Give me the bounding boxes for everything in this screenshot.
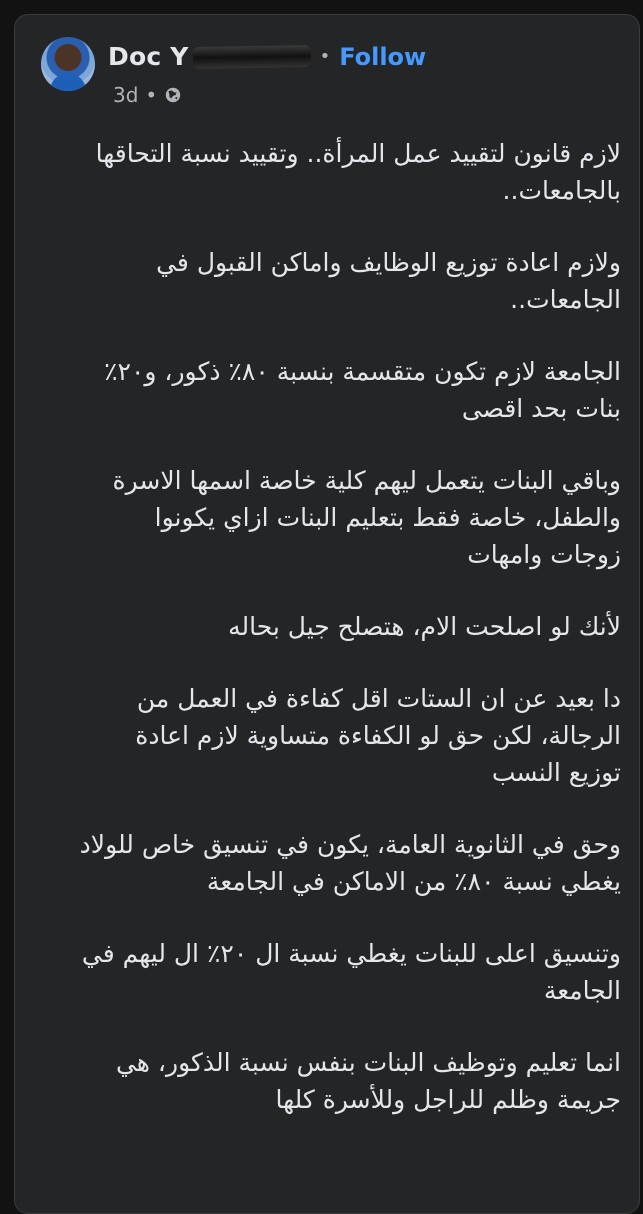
post-content: [79, 135, 621, 1153]
avatar-figure: [50, 73, 86, 91]
post-card: [14, 14, 640, 1214]
post-meta: [113, 83, 182, 107]
meta-separator: •: [145, 83, 158, 107]
post-paragraph-2: ولازم اعادة توزيع الوظايف واماكن القبول في الجامعات..: [156, 248, 621, 314]
post-paragraph-3: الجامعة لازم تكون متقسمة بنسبة ٨٠٪ ذكور، و٢٠٪ بنات بحد اقصى: [104, 357, 621, 423]
post-paragraph-5: لأنك لو اصلحت الام، هتصلح جيل بحاله: [228, 612, 621, 641]
avatar[interactable]: [41, 37, 95, 91]
post-paragraph-6: دا بعيد عن ان الستات اقل كفاءة في العمل من الرجالة، لكن حق لو الكفاءة متساوية لازم اعادة توزيع النسب: [135, 684, 621, 787]
post-header: [41, 37, 619, 107]
follow-button[interactable]: Follow: [339, 42, 427, 71]
redaction-mark: [192, 44, 310, 68]
post-paragraph-8: وتنسيق اعلى للبنات يغطي نسبة ال ٢٠٪ ال ليهم في الجامعة: [81, 939, 621, 1005]
globe-icon[interactable]: [164, 86, 182, 104]
name-separator: •: [319, 46, 331, 67]
post-time[interactable]: 3d: [113, 83, 139, 107]
post-paragraph-1: لازم قانون لتقييد عمل المرأة.. وتقييد نسبة التحاقها بالجامعات..: [95, 139, 621, 205]
post-paragraph-9: انما تعليم وتوظيف البنات بنفس نسبة الذكور، هي جريمة وظلم للراجل وللأسرة كلها: [115, 1048, 621, 1114]
author-name[interactable]: Doc Y: [108, 42, 189, 71]
author-row: [108, 42, 426, 71]
post-paragraph-7: وحق في الثانوية العامة، يكون في تنسيق خاص للولاد يغطي نسبة ٨٠٪ من الاماكن في الجامعة: [79, 830, 621, 896]
post-paragraph-4: وباقي البنات يتعمل ليهم كلية خاصة اسمها الاسرة والطفل، خاصة فقط بتعليم البنات ازاي يكونوا زوجات وامهات: [112, 466, 621, 569]
